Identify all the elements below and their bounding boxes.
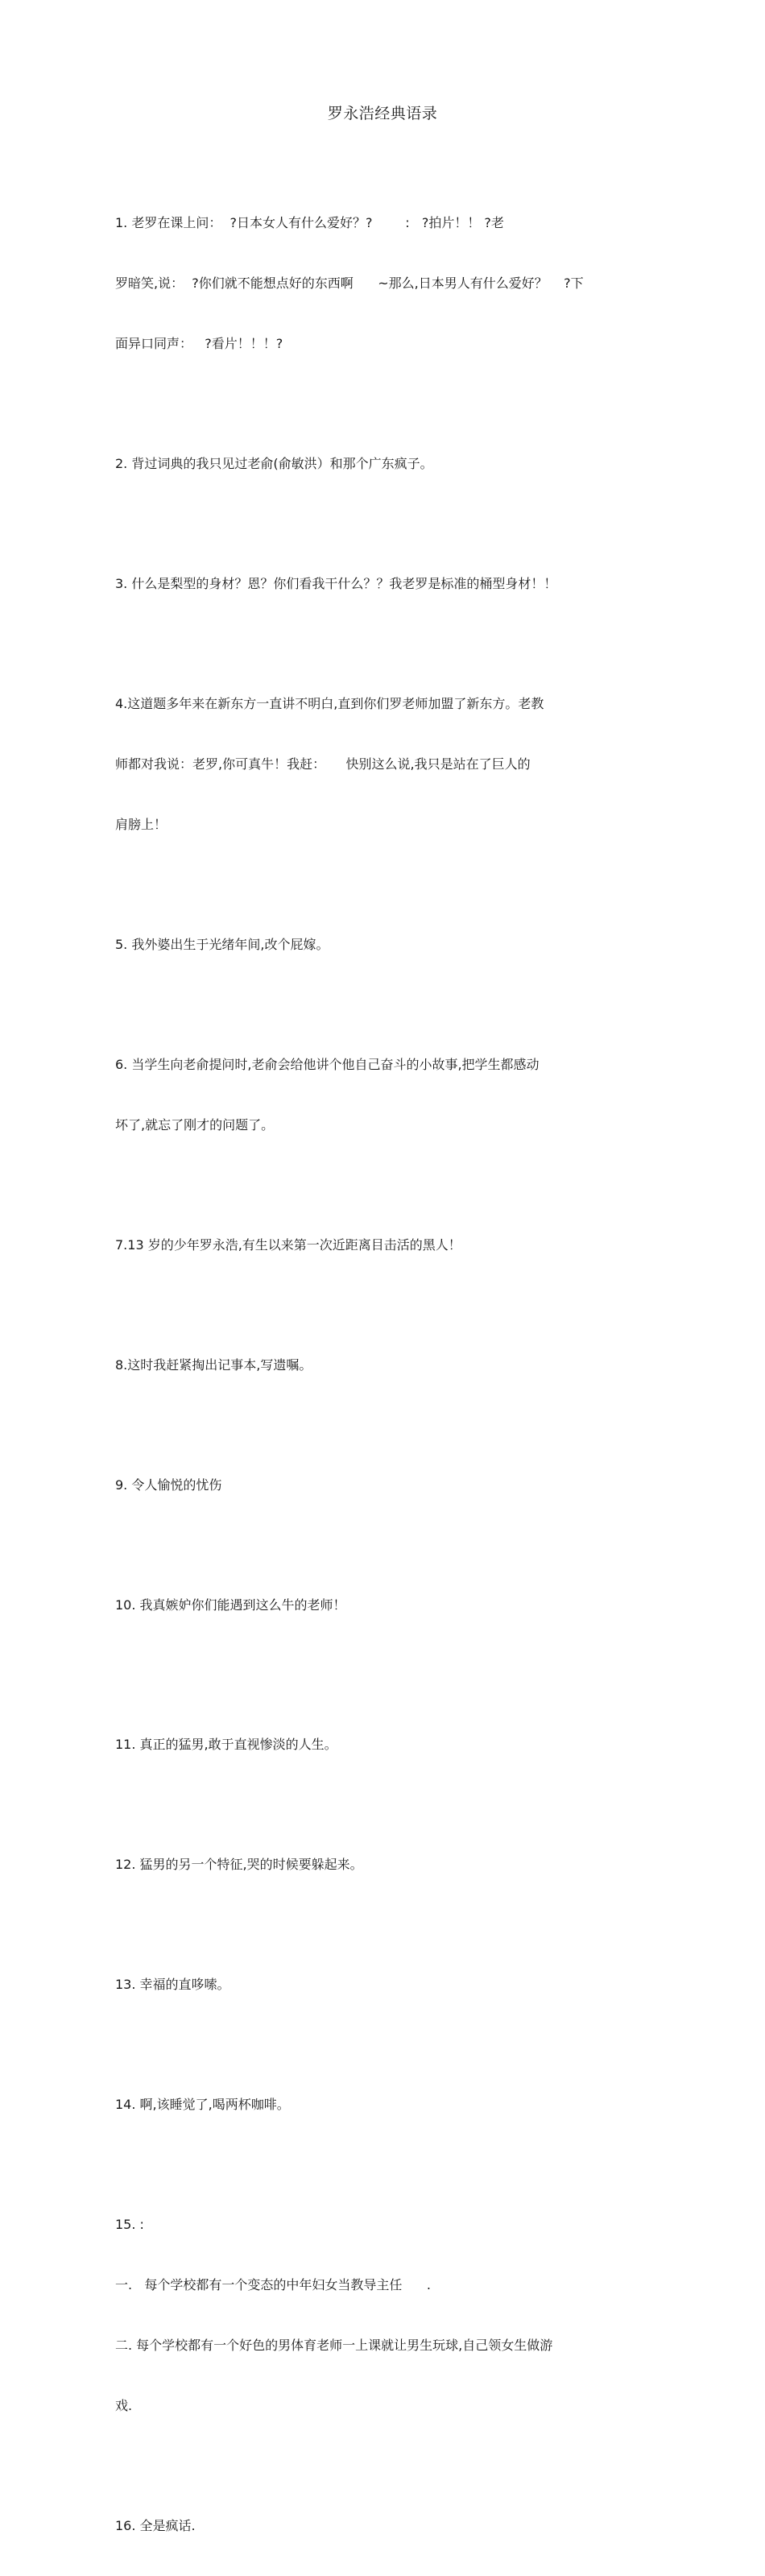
document-body [115,172,631,2576]
paragraph-gap [115,514,631,533]
quote-line: 坏了,就忘了刚才的问题了。 [115,1117,275,1133]
quote-paragraph [115,653,631,875]
quote-paragraph [115,1195,631,1295]
quote-line: 面异口同声： ?看片！！！? [115,336,283,351]
quote-line: 7.13 岁的少年罗永浩,有生以来第一次近距离目击活的黑人！ [115,1237,461,1253]
quote-line: 12. 猛男的另一个特征,哭的时候要躲起来。 [115,1857,363,1872]
quote-line: 5. 我外婆出生于光绪年间,改个屁嫁。 [115,937,329,952]
quote-paragraph [115,2054,631,2155]
paragraph-gap [115,1795,631,1814]
quote-line: 4.这道题多年来在新东方一直讲不明白,直到你们罗老师加盟了新东方。老教 [115,696,544,711]
paragraph-gap [115,995,631,1014]
quote-line: 11. 真正的猛男,敢于直视惨淡的人生。 [115,1737,337,1752]
paragraph-gap [115,1655,631,1694]
quote-line: 一. 每个学校都有一个变态的中年妇女当教导主任 . [115,2277,431,2292]
quote-paragraph [115,1435,631,1535]
quote-line: 3. 什么是梨型的身材？恩？你们看我干什么？？我老罗是标准的桶型身材！！ [115,576,557,591]
paragraph-gap [115,394,631,413]
quote-paragraph [115,1315,631,1415]
paragraph-gap [115,1415,631,1435]
quote-paragraph [115,1814,631,1915]
paragraph-gap [115,1295,631,1315]
paragraph-gap [115,2155,631,2174]
quote-line: 戏. [115,2398,133,2413]
quote-line: 10. 我真嫉妒你们能遇到这么牛的老师！ [115,1597,346,1613]
paragraph-gap [115,1915,631,1934]
quote-paragraph [115,172,631,394]
quote-line: 13. 幸福的直哆嗦。 [115,1977,230,1992]
quote-paragraph [115,1934,631,2035]
paragraph-gap [115,2035,631,2054]
quote-paragraph [115,1555,631,1655]
quote-line: 肩膀上！ [115,817,167,832]
quote-line: 二. 每个学校都有一个好色的男体育老师一上课就让男生玩球,自己领女生做游 [115,2338,553,2353]
quote-line: 15. : [115,2217,144,2232]
quote-line: 6. 当学生向老俞提问时,老俞会给他讲个他自己奋斗的小故事,把学生都感动 [115,1057,540,1072]
quote-paragraph [115,1694,631,1795]
quote-paragraph [115,2475,631,2576]
quote-line: 1. 老罗在课上问： ?日本女人有什么爱好？? : ?拍片！！ ?老 [115,215,504,230]
quote-paragraph [115,413,631,514]
paragraph-gap [115,1175,631,1195]
quote-line: 师都对我说：老罗,你可真牛！我赶： 快别这么说,我只是站在了巨人的 [115,756,531,772]
quote-line: 8.这时我赶紧掏出记事本,写遗嘱。 [115,1357,312,1373]
quote-paragraph [115,894,631,995]
paragraph-gap [115,875,631,894]
quote-line: 14. 啊,该睡觉了,喝两杯咖啡。 [115,2097,290,2112]
paragraph-gap [115,2456,631,2475]
quote-line: 9. 令人愉悦的忧伤 [115,1477,222,1493]
paragraph-gap [115,634,631,653]
quote-paragraph [115,2174,631,2456]
paragraph-gap [115,1535,631,1555]
document-title: 罗永浩经典语录 [327,105,438,122]
quote-line: 16. 全是疯话. [115,2518,196,2533]
quote-line: 罗暗笑,说： ?你们就不能想点好的东西啊 ~那么,日本男人有什么爱好？ ?下 [115,275,584,291]
quote-line: 2. 背过词典的我只见过老俞(俞敏洪）和那个广东疯子。 [115,456,433,471]
quote-paragraph [115,533,631,634]
quote-paragraph [115,1014,631,1175]
